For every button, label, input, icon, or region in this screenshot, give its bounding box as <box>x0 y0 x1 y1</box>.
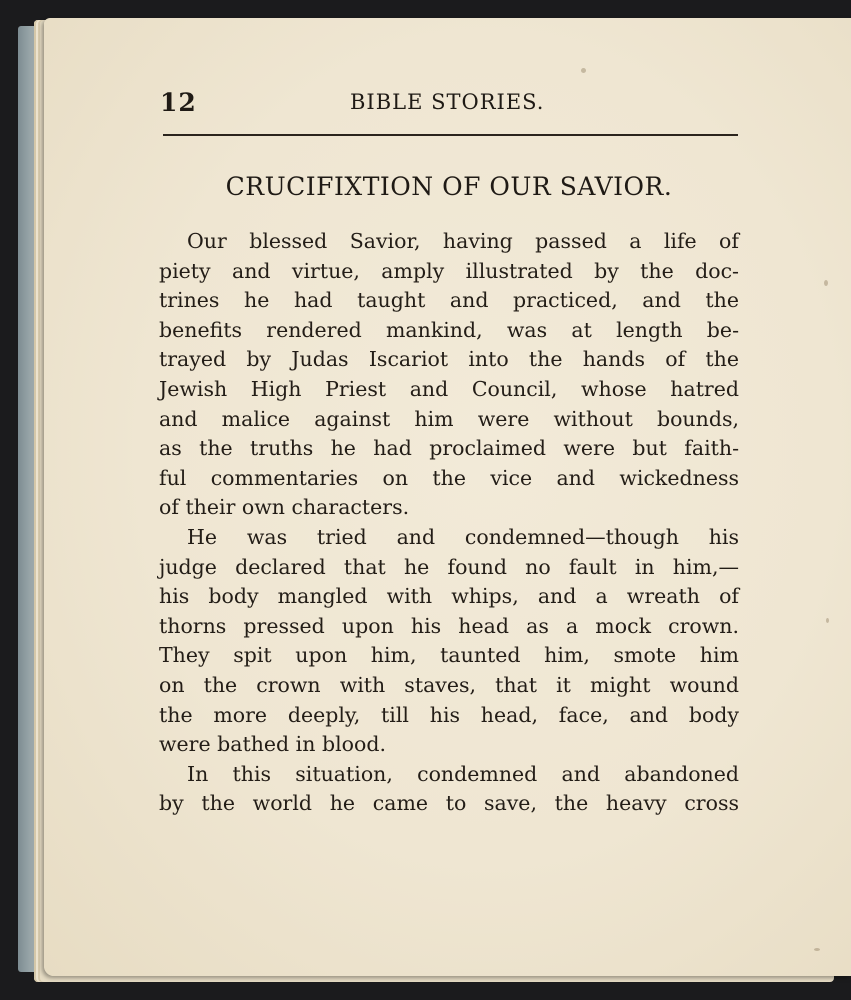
body-text <box>159 227 739 819</box>
text-line: the more deeply, till his head, face, and body <box>159 702 739 727</box>
running-title: BIBLE STORIES. <box>350 90 545 114</box>
text-line: trines he had taught and practiced, and the <box>159 288 739 313</box>
text-line: ful commentaries on the vice and wickedness <box>159 465 739 490</box>
text-line: as the truths he had proclaimed were but faith- <box>159 436 739 461</box>
header-rule <box>163 134 738 136</box>
text-line: Jewish High Priest and Council, whose hatred <box>159 376 739 401</box>
text-line: by the world he came to save, the heavy cross <box>159 791 739 816</box>
paper-spot <box>814 948 820 951</box>
running-head <box>160 88 740 124</box>
text-line: He was tried and condemned—though his <box>187 524 739 549</box>
text-line: his body mangled with whips, and a wreath of <box>159 584 739 609</box>
text-line: piety and virtue, amply illustrated by the doc- <box>159 258 739 283</box>
paper-spot <box>581 68 586 73</box>
text-line: of their own characters. <box>159 495 410 520</box>
text-line: trayed by Judas Iscariot into the hands of the <box>159 347 739 372</box>
paper-spot <box>824 280 828 286</box>
text-line: judge declared that he found no fault in him,— <box>159 554 739 579</box>
paper-spot <box>826 618 829 623</box>
text-line: and malice against him were without bounds, <box>159 406 739 431</box>
text-line: thorns pressed upon his head as a mock crown. <box>159 613 739 638</box>
chapter-title: CRUCIFIXTION OF OUR SAVIOR. <box>225 172 673 201</box>
text-line: They spit upon him, taunted him, smote him <box>159 643 739 668</box>
text-line: In this situation, condemned and abandoned <box>187 761 739 786</box>
text-line: benefits rendered mankind, was at length be- <box>159 317 739 342</box>
text-line: were bathed in blood. <box>159 732 386 757</box>
text-line: Our blessed Savior, having passed a life of <box>187 229 739 253</box>
page-number: 12 <box>160 88 197 117</box>
text-line: on the crown with staves, that it might wound <box>159 672 739 697</box>
